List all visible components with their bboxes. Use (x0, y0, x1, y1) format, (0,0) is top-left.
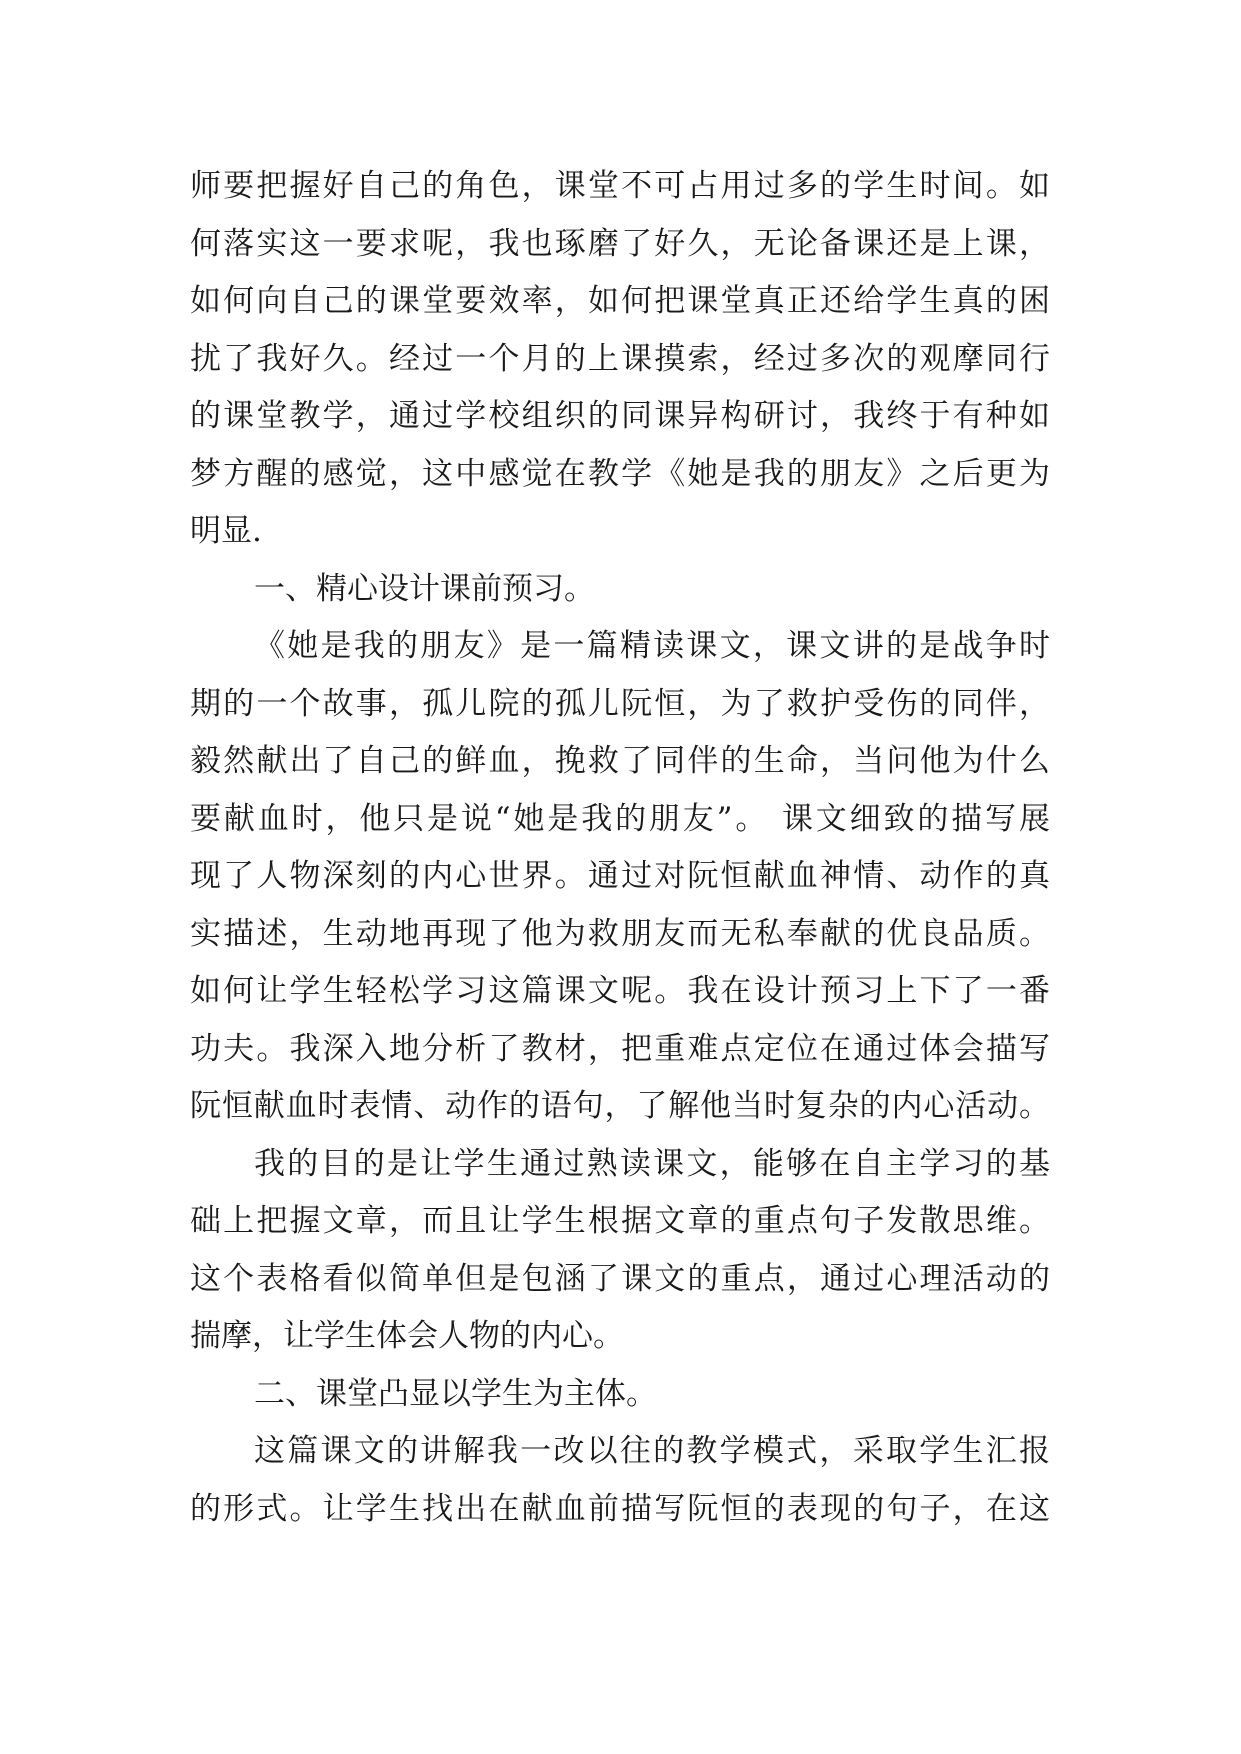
text-line: 的课堂教学，通过学校组织的同课异构研讨，我终于有种如 (190, 398, 1050, 434)
text-line: 一、精心设计课前预习。 (254, 570, 595, 607)
text-line: 毅然献出了自己的鲜血，挽救了同伴的生命，当问他为什么 (190, 743, 1050, 779)
text-line: 这篇课文的讲解我一改以往的教学模式，采取学生汇报 (254, 1433, 1050, 1469)
text-line: 师要把握好自己的角色，课堂不可占用过多的学生时间。如 (190, 168, 1050, 204)
text-line: 梦方醒的感觉，这中感觉在教学《她是我的朋友》之后更为 (190, 455, 1050, 492)
text-line: 期的一个故事，孤儿院的孤儿阮恒，为了救护受伤的同伴， (190, 685, 1050, 722)
text-line: 的形式。让学生找出在献血前描写阮恒的表现的句子，在这 (190, 1490, 1050, 1527)
text-line: 如何向自己的课堂要效率，如何把课堂真正还给学生真的困 (190, 283, 1050, 319)
text-line: 扰了我好久。经过一个月的上课摸索，经过多次的观摩同行 (190, 340, 1050, 377)
document-body (190, 158, 1050, 1538)
text-line: 明显. (190, 513, 262, 549)
text-line: 阮恒献血时表情、动作的语句，了解他当时复杂的内心活动。 (190, 1088, 1050, 1124)
text-line: 础上把握文章，而且让学生根据文章的重点句子发散思维。 (190, 1203, 1050, 1239)
text-line: 这个表格看似简单但是包涵了课文的重点，通过心理活动的 (190, 1260, 1050, 1297)
text-line: 要献血时，他只是说“她是我的朋友”。 课文细致的描写展 (190, 800, 1050, 837)
text-line: 我的目的是让学生通过熟读课文，能够在自主学习的基 (254, 1145, 1050, 1182)
text-line: 如何让学生轻松学习这篇课文呢。我在设计预习上下了一番 (190, 973, 1050, 1009)
text-line: 《她是我的朋友》是一篇精读课文，课文讲的是战争时 (254, 628, 1050, 664)
text-line: 何落实这一要求呢，我也琢磨了好久，无论备课还是上课， (190, 225, 1050, 262)
text-line: 揣摩，让学生体会人物的内心。 (190, 1318, 624, 1354)
text-line: 实描述，生动地再现了他为救朋友而无私奉献的优良品质。 (190, 915, 1050, 952)
text-line: 二、课堂凸显以学生为主体。 (254, 1375, 657, 1412)
text-line: 功夫。我深入地分析了教材，把重难点定位在通过体会描写 (190, 1030, 1050, 1067)
text-line: 现了人物深刻的内心世界。通过对阮恒献血神情、动作的真 (190, 858, 1050, 894)
